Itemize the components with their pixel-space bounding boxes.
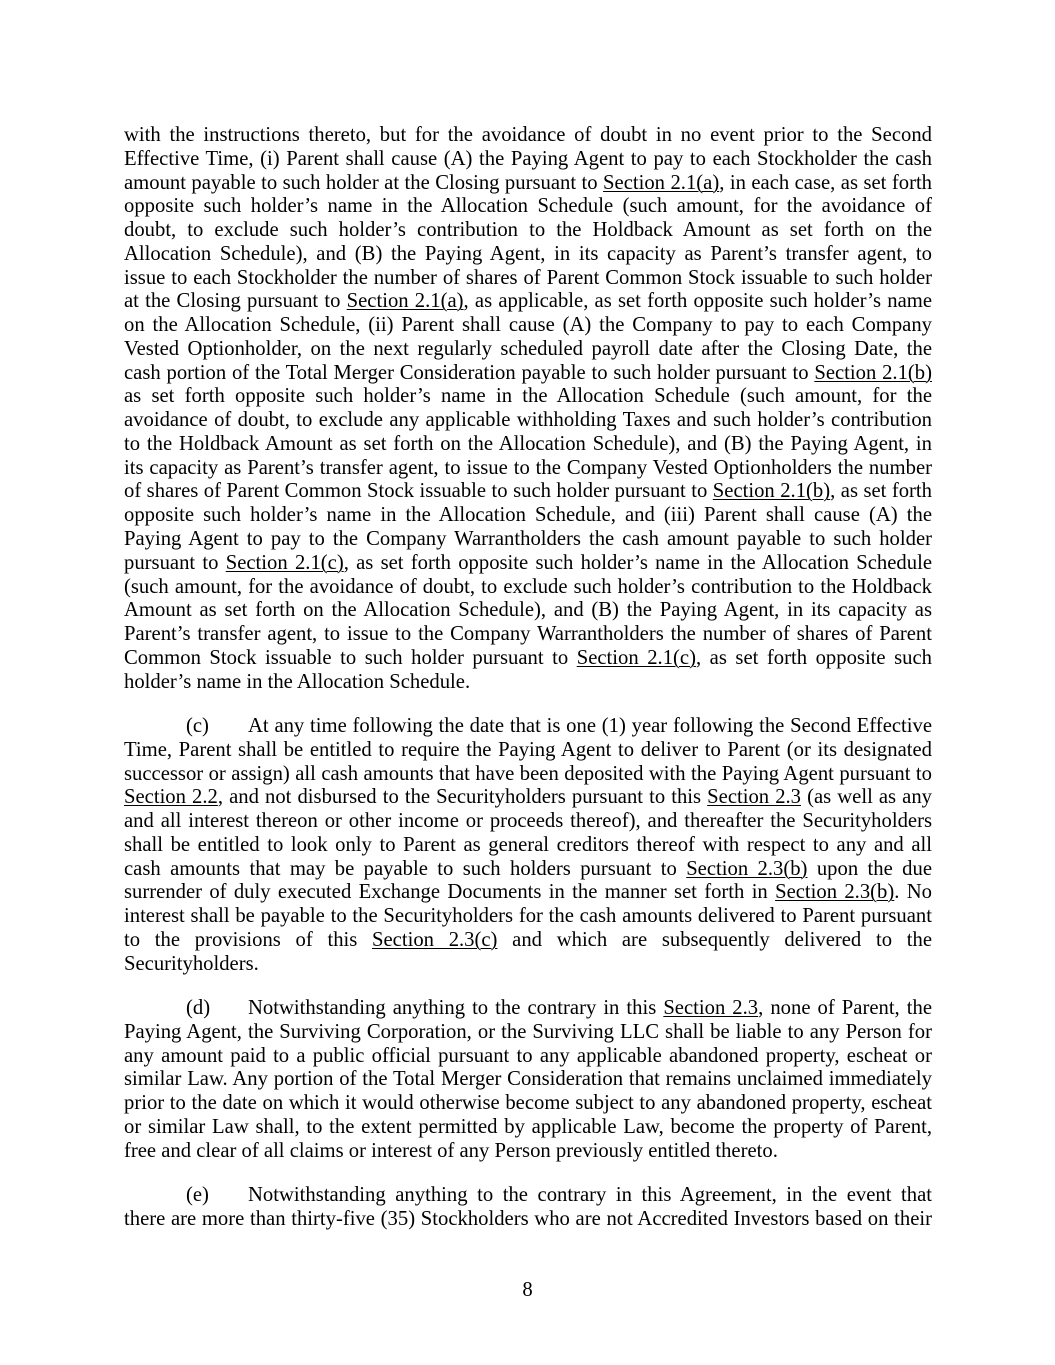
paragraph-d	[124, 997, 932, 1163]
text-run: Paying Agent, the Surviving Corporation, or the Surviving LLC shall be liable to any Person for	[124, 1020, 932, 1043]
paragraph-e	[124, 1184, 932, 1232]
text-run: , as set forth	[830, 480, 933, 503]
page-number: 8	[522, 1279, 533, 1301]
text-line	[124, 314, 932, 338]
text-run: and all interest thereon or other income or proceeds thereof), and thereafter the Securityholders	[124, 810, 932, 833]
text-run: its capacity as Parent’s transfer agent, to issue to the Company Vested Optionholders the number	[124, 456, 932, 479]
text-run: of shares of Parent Common Stock issuable to such holder pursuant to	[124, 480, 713, 503]
text-line	[124, 810, 932, 834]
text-run: holder’s name in the Allocation Schedule.	[124, 670, 471, 693]
text-run: opposite such holder’s name in the Allocation Schedule (such amount, for the avoidance of	[124, 195, 932, 218]
text-run: prior to the date on which it would otherwise become subject to any abandoned property, escheat	[124, 1092, 932, 1115]
text-run: (as well as any	[801, 786, 932, 809]
text-run: Amount as set forth on the Allocation Schedule), and (B) the Paying Agent, in its capacity as	[124, 599, 932, 622]
text-line	[124, 362, 932, 386]
text-line	[124, 881, 932, 905]
text-line	[124, 148, 932, 172]
text-line	[124, 290, 932, 314]
text-run: with the instructions thereto, but for the avoidance of doubt in no event prior to the Second	[124, 124, 932, 146]
text-run: any amount paid to a public official pursuant to any applicable abandoned property, escheat or	[124, 1044, 932, 1067]
text-line	[124, 858, 932, 882]
paragraph-c	[124, 715, 932, 976]
text-line	[124, 219, 932, 243]
text-run: issue to each Stockholder the number of shares of Parent Common Stock issuable to such holder	[124, 266, 932, 289]
text-run: Notwithstanding anything to the contrary in this Agreement, in the event that	[248, 1184, 932, 1207]
text-run: avoidance of doubt, to exclude any applicable withholding Taxes and such holder’s contribution	[124, 409, 932, 432]
text-line	[124, 504, 932, 528]
text-run: Effective Time, (i) Parent shall cause (A) the Paying Agent to pay to each Stockholder the cash	[124, 147, 932, 170]
text-run: Securityholders.	[124, 952, 259, 975]
text-line	[124, 929, 932, 953]
text-line	[124, 763, 932, 787]
text-run: Vested Optionholder, on the next regularly scheduled payroll date after the Closing Date, the	[124, 337, 932, 360]
text-run: at the Closing pursuant to	[124, 290, 347, 313]
text-run: Time, Parent shall be entitled to require the Paying Agent to deliver to Parent (or its designated	[124, 738, 932, 761]
section-reference: Section 2.3	[663, 997, 759, 1020]
section-reference: Section 2.3(b)	[775, 881, 895, 904]
text-line	[124, 409, 932, 433]
text-run: on the Allocation Schedule, (ii) Parent shall cause (A) the Company to pay to each Company	[124, 314, 932, 337]
paragraph-label: (e)	[186, 1184, 209, 1207]
text-run: (such amount, for the avoidance of doubt, to exclude such holder’s contribution to the Holdback	[124, 575, 932, 598]
text-line	[124, 1116, 932, 1140]
text-line	[124, 715, 932, 739]
text-line	[124, 739, 932, 763]
text-run: , in each case, as set forth	[719, 171, 933, 194]
document-body	[124, 124, 932, 1232]
text-run: as set forth opposite such holder’s name in the Allocation Schedule (such amount, for the	[124, 385, 932, 408]
text-line	[124, 457, 932, 481]
text-run: doubt, to exclude such holder’s contribution to the Holdback Amount as set forth on the	[124, 219, 932, 242]
paragraph-b-continued	[124, 124, 932, 694]
text-run: , none of Parent, the	[758, 997, 932, 1020]
text-run: cash portion of the Total Merger Consideration payable to such holder pursuant to	[124, 361, 815, 384]
text-line	[124, 1140, 932, 1164]
text-run: Common Stock issuable to such holder pursuant to	[124, 646, 577, 669]
text-run: to the provisions of this	[124, 928, 373, 951]
text-line	[124, 599, 932, 623]
text-run: Parent’s transfer agent, to issue to the Company Warrantholders the number of shares of Parent	[124, 623, 932, 646]
text-line	[124, 480, 932, 504]
section-reference: Section 2.1(c)	[576, 646, 696, 669]
text-run: , and not disbursed to the Securityholders pursuant to this	[217, 786, 708, 809]
text-run: surrender of duly executed Exchange Documents in the manner set forth in	[124, 881, 776, 904]
text-run: , as set forth opposite such	[695, 646, 932, 669]
text-run: there are more than thirty-five (35) Stockholders who are not Accredited Investors based on their	[124, 1207, 932, 1230]
text-run: . No	[894, 881, 932, 904]
section-reference: Section 2.1(a)	[603, 171, 720, 194]
section-reference: Section 2.2	[124, 786, 218, 809]
text-run: successor or assign) all cash amounts that have been deposited with the Paying Agent pursuant to	[124, 762, 932, 785]
text-line	[124, 953, 932, 977]
section-reference: Section 2.3(b)	[686, 857, 808, 880]
text-run: to the Holdback Amount as set forth on the Allocation Schedule), and (B) the Paying Agent, in	[124, 432, 932, 455]
text-line	[124, 647, 932, 671]
text-run: pursuant to	[124, 551, 226, 574]
text-run: interest shall be payable to the Securityholders for the cash amounts delivered to Parent pursuant	[124, 905, 932, 928]
text-line	[124, 338, 932, 362]
section-reference: Section 2.3(c)	[372, 928, 498, 951]
text-run: opposite such holder’s name in the Allocation Schedule, and (iii) Parent shall cause (A) the	[124, 504, 932, 527]
text-line	[124, 786, 932, 810]
text-line	[124, 623, 932, 647]
text-line	[124, 243, 932, 267]
section-reference: Section 2.1(b)	[712, 480, 831, 503]
text-line	[124, 1184, 932, 1208]
section-reference: Section 2.1(c)	[225, 551, 344, 574]
text-line	[124, 172, 932, 196]
text-run: Notwithstanding anything to the contrary in this	[248, 997, 664, 1020]
section-reference: Section 2.3	[707, 786, 802, 809]
text-line	[124, 385, 932, 409]
text-line	[124, 195, 932, 219]
section-reference: Section 2.1(a)	[346, 290, 464, 313]
text-line	[124, 997, 932, 1021]
text-run: cash amounts that may be payable to such holders pursuant to	[124, 857, 687, 880]
text-line	[124, 1021, 932, 1045]
text-run: similar Law. Any portion of the Total Merger Consideration that remains unclaimed immediately	[124, 1068, 932, 1091]
text-run: amount payable to such holder at the Closing pursuant to	[124, 171, 604, 194]
text-line	[124, 528, 932, 552]
text-line	[124, 1092, 932, 1116]
text-run: , as applicable, as set forth opposite such holder’s name	[463, 290, 932, 313]
text-line	[124, 1045, 932, 1069]
text-line	[124, 905, 932, 929]
paragraph-label: (c)	[186, 715, 209, 738]
text-line	[124, 552, 932, 576]
text-run: and which are subsequently delivered to the	[497, 928, 932, 951]
text-line	[124, 1208, 932, 1232]
text-line	[124, 267, 932, 291]
section-reference: Section 2.1(b)	[814, 361, 932, 384]
text-run: Allocation Schedule), and (B) the Paying Agent, in its capacity as Parent’s transfer agent, to	[124, 242, 932, 265]
text-line	[124, 576, 932, 600]
text-line	[124, 1068, 932, 1092]
text-line	[124, 671, 932, 695]
text-line	[124, 433, 932, 457]
text-line	[124, 834, 932, 858]
text-run: shall be entitled to look only to Parent as general creditors thereof with respect to any and all	[124, 833, 932, 856]
text-line	[124, 124, 932, 148]
text-run: At any time following the date that is one (1) year following the Second Effective	[248, 715, 932, 738]
text-run: or similar Law shall, to the extent permitted by applicable Law, become the property of Parent,	[124, 1115, 932, 1138]
text-run: , as set forth opposite such holder’s name in the Allocation Schedule	[343, 551, 932, 574]
paragraph-label: (d)	[186, 997, 211, 1020]
text-run: Paying Agent to pay to the Company Warrantholders the cash amount payable to such holder	[124, 528, 932, 551]
text-run: upon the due	[807, 857, 932, 880]
text-run: free and clear of all claims or interest of any Person previously entitled thereto.	[124, 1139, 778, 1162]
